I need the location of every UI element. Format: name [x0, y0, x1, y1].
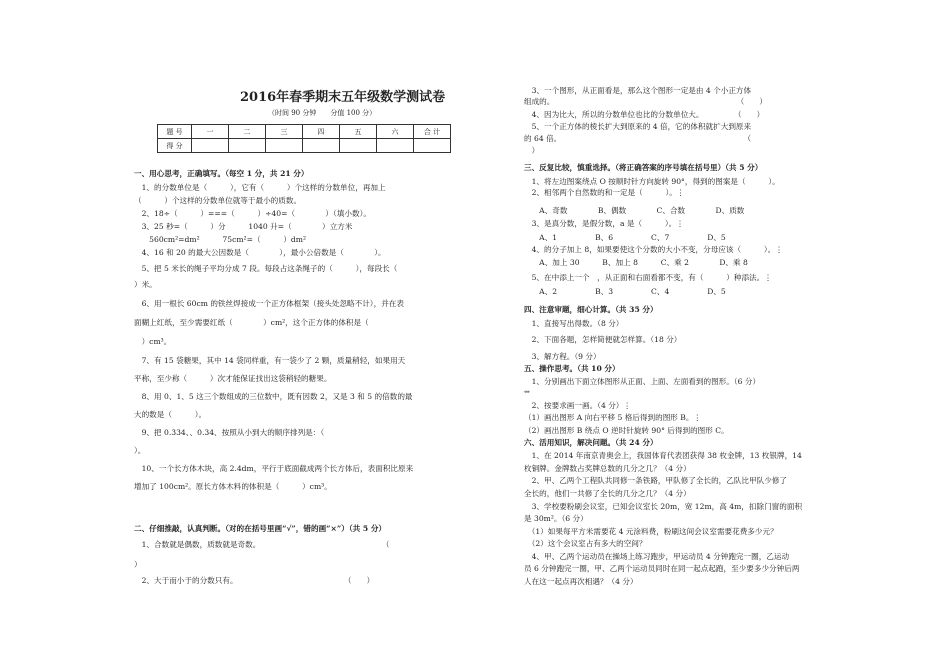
question-line: （2）画出图形 B 绕点 O 逆时针旋转 90° 后得到的图形 C。 [524, 426, 729, 435]
question-line: ） [524, 146, 540, 155]
score-value-row [158, 139, 451, 153]
question-line: ）米。 [134, 280, 157, 289]
question-line: 9、把 0.334、、0.34、按照从小到大的顺序排列是：（ [134, 428, 325, 437]
section-heading: 五、操作思考。（共 10 分） [524, 364, 620, 373]
question-line: 4、因为比大，所以的分数单位也比的分数单位大。 （ ） [524, 110, 765, 119]
question-line: A、加上 30 B、加上 8 C、乘 2 D、乘 8 [524, 258, 748, 267]
score-input-cell[interactable] [303, 139, 340, 153]
question-line: 1、合数就是偶数，质数就是奇数。 （ [134, 540, 390, 549]
question-line: 2、18÷（ ）===（ ）÷40=（ ）（填小数）。 [134, 209, 371, 218]
question-line: 枚铜牌。金牌数占奖牌总数的几分之几？（4 分） [524, 464, 691, 473]
question-line: （1）画出图形 A 向右平移 5 格后得到的图形 B。⋮ [524, 413, 702, 422]
question-line: 3、25 秒=（ ）分 1040 升=（ ）立方米 [134, 222, 353, 231]
question-line: 10、一个长方体木块，高 2.4dm，平行于底面截成两个长方体后，表面积比原来 [134, 464, 414, 473]
question-line: 6、用一根长 60cm 的铁丝焊接成一个正方体框架（接头处忽略不计），并在表 [134, 299, 404, 308]
question-line: 是 30m²。（6 分） [524, 514, 588, 523]
question-line: 560cm²=dm² 75cm²=（ ）dm² [134, 235, 307, 244]
section-heading: 六、活用知识，解决问题。（共 24 分） [524, 438, 658, 447]
question-line: 3、学校要粉刷会议室，已知会议室长 20m，宽 12m，高 4m，扣除门窗的面积 [524, 502, 803, 511]
question-line: 2、按要求画一画。（4 分）⋮ [524, 401, 631, 410]
section-heading: 一、用心思考，正确填写。（每空 1 分，共 21 分） [134, 169, 309, 178]
section-heading: 三、反复比较，慎重选择。（将正确答案的序号填在括号里）（共 5 分） [524, 163, 763, 172]
question-line: 3、解方程。（9 分） [524, 352, 601, 361]
question-line: 3、一个图形，从正面看是，那么这个图形一定是由 4 个小正方体 [524, 86, 752, 95]
question-line: 5、一个正方体的棱长扩大到原来的 4 倍，它的体积就扩大到原来 [524, 122, 752, 131]
question-line: 2、大于而小于的分数只有。 （ ） [134, 576, 375, 585]
question-line: 4、的分子加上 8，如果要使这个分数的大小不变，分母应该（ ）。⋮ [524, 245, 783, 254]
question-line: 1、将左边图案绕点 O 按顺时针方向旋转 90°，得到的图案是（ ）。 [524, 177, 780, 186]
score-header-row [158, 125, 451, 139]
question-line: ）。 [134, 446, 146, 455]
score-cell: 六 [377, 125, 414, 139]
score-input-cell[interactable] [340, 139, 377, 153]
question-line: 1、的分数单位是（ ），它有（ ）个这样的分数单位，再加上 [134, 183, 386, 192]
question-line: 3、是真分数，是假分数，a 是（ ）。⋮ [524, 219, 684, 228]
score-cell: 一 [192, 125, 229, 139]
question-line: 人在这一起点再次相遇？（4 分） [524, 577, 638, 586]
question-line: A、奇数 B、偶数 C、合数 D、质数 [524, 206, 745, 215]
score-cell: 题 号 [158, 125, 192, 139]
question-line: 2、下面各题，怎样简便就怎样算。（18 分） [524, 335, 682, 344]
score-cell: 五 [340, 125, 377, 139]
question-line: 1、分别画出下面立体图形从正面、上面、左面看到的图形。（6 分） [524, 377, 761, 386]
question-line: 员 6 分钟跑完一圈，甲、乙两个运动员同时在同一起点起跑，至少要多少分钟后两 [524, 564, 800, 573]
question-line: 5、在中添上一个 ，从正面和右面看都不变，有（ ）种添法。⋮ [524, 273, 772, 282]
arrow-mark: ↭ [524, 388, 530, 396]
question-line: 1、在 2014 年南京青奥会上，我国体育代表团获得 38 枚金牌，13 枚银牌，14 [524, 451, 802, 460]
score-cell: 二 [229, 125, 266, 139]
section-heading: 二、仔细推敲，认真判断。（对的在括号里画“√”，错的画“×”）（共 5 分） [134, 524, 387, 533]
question-line: ） [134, 560, 142, 569]
question-line: 面糊上红纸，至少需要红纸（ ）cm²，这个正方体的体积是（ [134, 318, 369, 327]
question-line: 平称，至少称（ ）次才能保证找出这袋稍轻的糖果。 [134, 374, 332, 383]
score-cell: 合 计 [414, 125, 451, 139]
score-cell: 四 [303, 125, 340, 139]
section-heading: 四、注意审题，细心计算。（共 35 分） [524, 305, 658, 314]
question-line: 增加了 100cm²。原长方体木料的体积是（ ）cm³。 [134, 482, 332, 491]
question-line: 4、16 和 20 的最大公因数是（ ），最小公倍数是（ ）。 [134, 248, 386, 257]
score-input-cell[interactable] [192, 139, 229, 153]
score-table [157, 124, 451, 153]
page-subtitle: （时间 90 分钟 分值 100 分） [268, 109, 377, 117]
page-title: 2016年春季期末五年级数学测试卷 [240, 90, 446, 105]
score-input-cell[interactable] [377, 139, 414, 153]
question-line: 8、用 0、1、5 这三个数组成的三位数中，既有因数 2，又是 3 和 5 的倍数的最 [134, 392, 413, 401]
question-line: （2）这个会议室占有多大的空间？ [524, 539, 647, 548]
question-line: 1、直接写出得数。（8 分） [524, 319, 624, 328]
score-input-cell[interactable] [414, 139, 451, 153]
question-line: （ ）个这样的分数单位就等于最小的质数。 [134, 196, 302, 205]
question-line: A、1 B、6 C、7 D、5 [524, 233, 726, 242]
question-line: 组成的。 （ ） [524, 97, 767, 106]
question-line: 5、把 5 米长的绳子平均分成 7 段。每段占这条绳子的（ ），每段长（ [134, 264, 398, 273]
score-input-cell[interactable] [266, 139, 303, 153]
question-line: （1）如果每平方米需要花 4 元涂料费，粉刷这间会议室需要花费多少元？ [524, 527, 778, 536]
question-line: A、2 B、3 C、4 D、5 [524, 287, 726, 296]
score-input-cell[interactable] [229, 139, 266, 153]
question-line: 的 64 倍。 （ [524, 134, 752, 143]
question-line: 7、有 15 袋糖果，其中 14 袋同样重，有一袋少了 2 颗，质量稍轻，如果用天 [134, 356, 406, 365]
question-line: 全长的，他们一共修了全长的几分之几？（4 分） [524, 489, 691, 498]
question-line: 大的数是（ ）。 [134, 410, 207, 419]
score-cell: 得 分 [158, 139, 192, 153]
question-line: ）cm³。 [134, 337, 172, 346]
question-line: 4、甲、乙两个运动员在操场上练习跑步，甲运动员 4 分钟跑完一圈，乙运动 [524, 552, 790, 561]
score-cell: 三 [266, 125, 303, 139]
question-line: 2、相邻两个自然数的和一定是（ ）。⋮ [524, 188, 685, 197]
question-line: 2、甲、乙两个工程队共同修一条铁路，甲队修了全长的，乙队比甲队少修了 [524, 476, 788, 485]
